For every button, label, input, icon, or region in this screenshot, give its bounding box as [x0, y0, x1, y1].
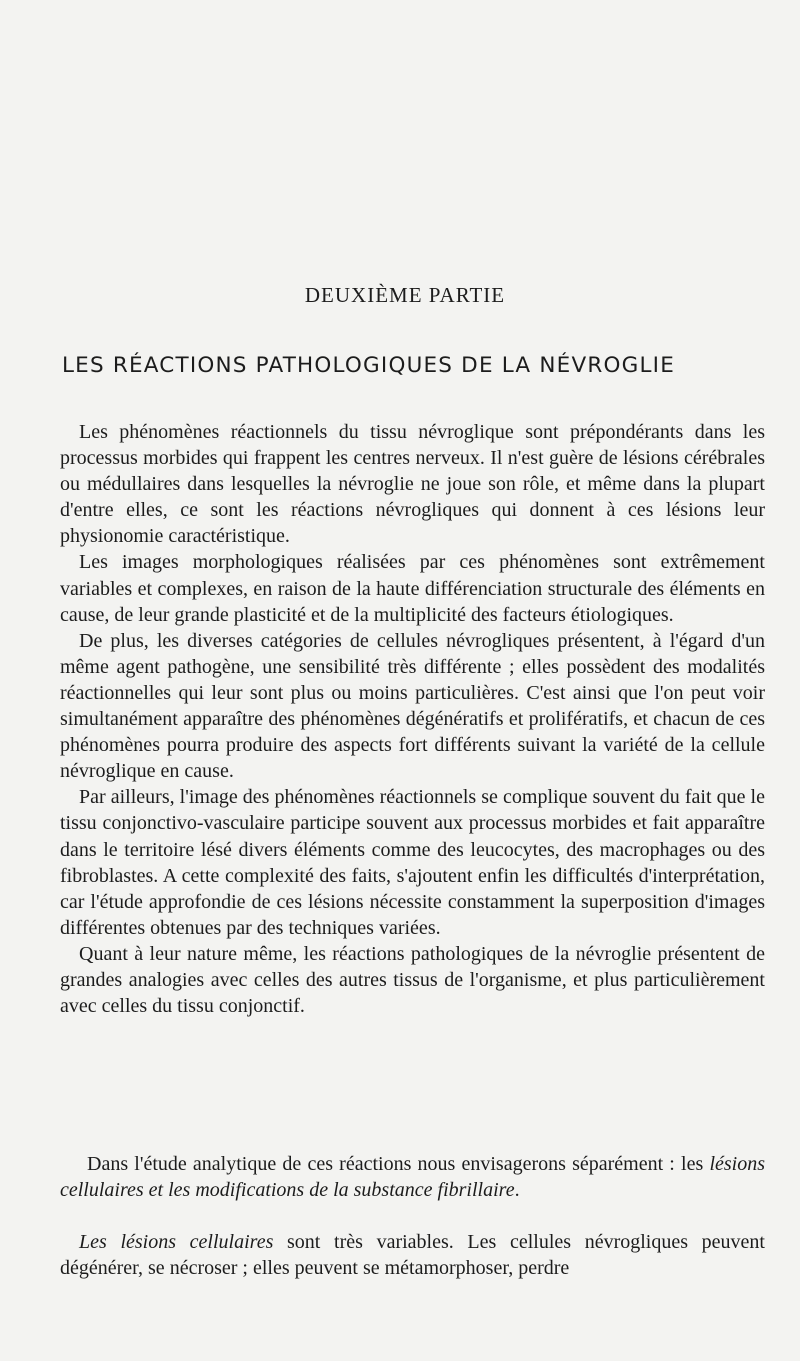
section-text: sont très variables. Les cellules névrogliques peuvent dégénérer, se nécroser ; elles peuvent se métamorphoser, perdre [60, 1231, 765, 1280]
analysis-italic: lésions cellulaires et les modifications de la substance fibrillaire [60, 1153, 766, 1202]
introduction-text [60, 419, 765, 1019]
analysis-plan-text [60, 1151, 765, 1203]
analysis-intro: Dans l'étude analytique de ces réactions nous envisagerons séparément : les [87, 1153, 704, 1175]
paragraph: Quant à leur nature même, les réactions pathologiques de la névroglie présentent de grandes analogies avec celles des autres tissus de l'organisme, et plus particulièrement avec celles du tissu conjonctif. [60, 942, 765, 1018]
paragraph: Les images morphologiques réalisées par ces phénomènes sont extrêmement variables et complexes, en raison de la haute différenciation structurale des éléments en cause, de leur grande plasticité et de la multiplicité des facteurs étiologiques. [60, 551, 765, 626]
paragraph: Les phénomènes réactionnels du tissu névroglique sont prépondérants dans les processus morbides qui frappent les centres nerveux. Il n'est guère de lésions cérébrales ou médullaires dans lesquelles la névroglie ne joue son rôle, et même dans la plupart d'entre elles, ce sont les réactions névrogliques qui donnent à ces lésions leur physionomie caractéristique. [60, 421, 765, 548]
section-heading-italic: Les lésions cellulaires [79, 1231, 274, 1253]
cellular-lesions-paragraph [60, 1229, 765, 1281]
analysis-paragraph [60, 1151, 765, 1203]
paragraph: Par ailleurs, l'image des phénomènes réactionnels se complique souvent du fait que le tissu conjonctivo-vasculaire participe souvent aux processus morbides et fait apparaître dans le territoire lésé divers éléments comme des leucocytes, des macrophages ou des fibroblastes. A cette complexité des faits, s'ajoutent enfin les difficultés d'interprétation, car l'étude approfondie de ces lésions nécessite constamment la superposition d'images différentes obtenues par des techniques variées. [60, 786, 765, 939]
paragraph: De plus, les diverses catégories de cellules névrogliques présentent, à l'égard d'un même agent pathogène, une sensibilité très différente ; elles possèdent des modalités réactionnelles qui leur sont plus ou moins particulières. C'est ainsi que l'on peut voir simultanément apparaître des phénomènes dégénératifs et prolifératifs, et chacun de ces phénomènes pourra produire des aspects fort différents suivant la variété de la cellule névroglique en cause. [60, 629, 765, 783]
chapter-title: LES RÉACTIONS PATHOLOGIQUES DE LA NÉVROGLIE [62, 353, 675, 378]
part-title: DEUXIÈME PARTIE [304, 283, 506, 307]
analysis-end: . [514, 1179, 520, 1202]
cellular-lesions-text [60, 1229, 765, 1281]
